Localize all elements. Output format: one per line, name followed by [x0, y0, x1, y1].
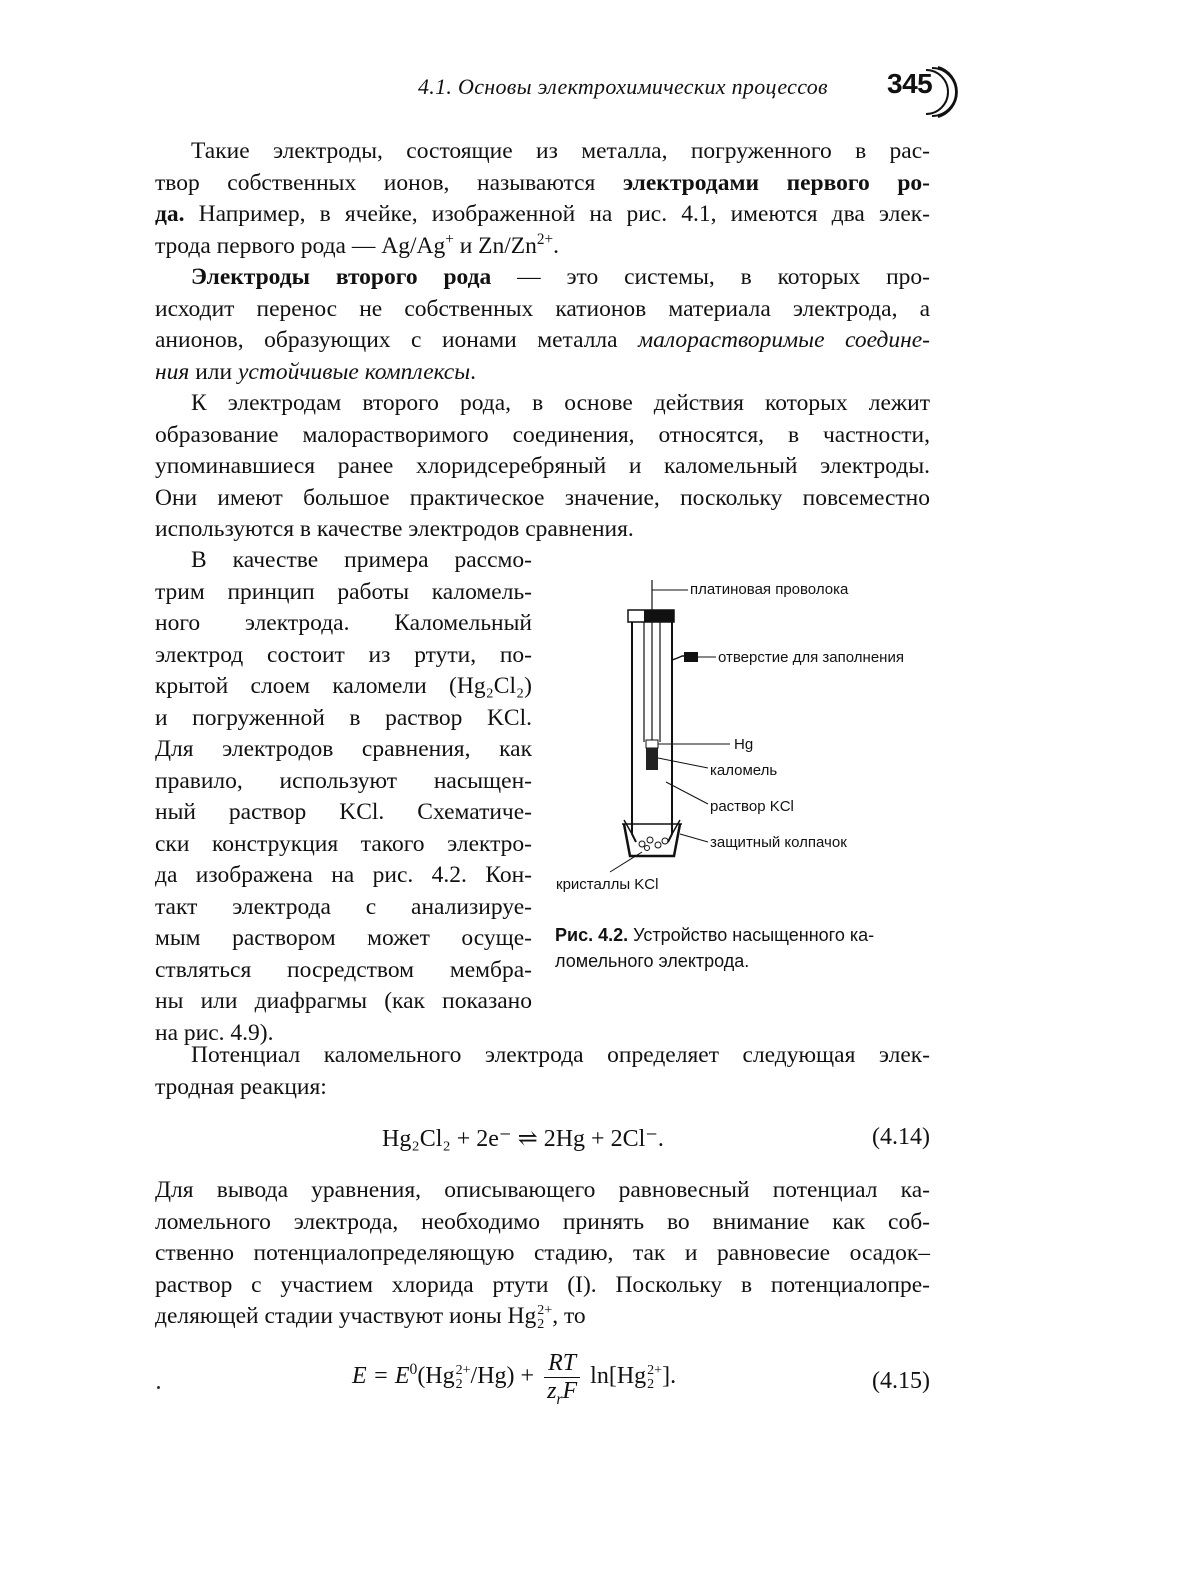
text-line: образование малорастворимого соединения, относятся, в частности, — [155, 421, 930, 448]
label-hg: Hg — [734, 736, 754, 753]
text-line: Такие электроды, состоящие из металла, погруженного в рас- — [191, 138, 930, 164]
label-fill-hole: отверстие для заполнения — [718, 649, 904, 666]
eq-term: (Hg — [417, 1363, 455, 1390]
text-line: ствляться посредством мембра- — [155, 956, 532, 983]
text-line: крытой слоем каломели (Hg₂Cl₂) — [155, 673, 532, 699]
text-line: Для вывода уравнения, описывающего равновесный потенциал ка- — [155, 1177, 930, 1203]
text-line: ски конструкция такого электро- — [155, 830, 532, 857]
fraction — [544, 1350, 580, 1408]
label-kcl-crystals: кристаллы KCl — [556, 876, 659, 893]
page-number-arcs-icon — [920, 62, 960, 122]
term-italic: ния — [155, 358, 190, 385]
text-line: на рис. 4.9). — [155, 1019, 274, 1046]
text-line: Например, в ячейке, изображенной на рис. 4.1, имеются два элек- — [184, 201, 930, 227]
den-f: F — [562, 1378, 578, 1404]
equation-4-14: Hg₂Cl₂ + 2e⁻ ⇌ 2Hg + 2Cl⁻. — [382, 1126, 664, 1152]
text-line: ны или диафрагмы (как показано — [155, 988, 532, 1014]
subscript: r — [556, 1390, 563, 1408]
subscript: 2 — [537, 1316, 545, 1332]
scan-speck — [157, 1386, 160, 1389]
subscript: 2 — [455, 1376, 463, 1392]
eq-term: /Hg) + — [470, 1363, 535, 1390]
term-italic: малорастворимые соедине- — [638, 327, 930, 353]
text-line: . — [553, 232, 560, 259]
text-line: ственно потенциалопределяющую стадию, так и равновесие осадок– — [155, 1240, 930, 1266]
text-line: или — [189, 358, 238, 385]
text-line: используются в качестве электродов сравнения. — [155, 516, 634, 542]
text-line: твор собственных ионов, называются — [155, 169, 623, 196]
ion-charge — [537, 1304, 552, 1332]
text-line: ломельного электрода, необходимо принять во внимание как соб- — [155, 1208, 930, 1235]
superscript: 0 — [409, 1361, 418, 1379]
text-line: Потенциал каломельного электрода определяет следующая элек- — [191, 1042, 930, 1068]
den-z: z — [547, 1378, 557, 1404]
superscript: 2+ — [536, 230, 554, 248]
eq-lhs: E = E — [352, 1363, 410, 1390]
text-line: да изображена на рис. 4.2. Кон- — [155, 862, 532, 888]
superscript: 2+ — [455, 1362, 471, 1378]
text-line: тродная реакция: — [155, 1073, 327, 1100]
term-bold: Электроды второго рода — [191, 264, 492, 290]
calomel-electrode-figure — [548, 572, 938, 902]
text-line: правило, используют насыщен- — [155, 767, 532, 794]
paragraph-calomel-electrode — [155, 545, 532, 1049]
page-number: 345 — [887, 68, 933, 99]
caption-number: Рис. 4.2. — [555, 925, 629, 945]
eq-term: ln[Hg — [590, 1363, 647, 1390]
text-line: такт электрода с анализируе- — [155, 893, 532, 920]
text-line: раствор с участием хлорида ртути (I). Поскольку в потенциалопре- — [155, 1271, 930, 1298]
page-header — [400, 62, 960, 122]
term-bold: да. — [155, 201, 185, 227]
ion-charge — [456, 1364, 471, 1392]
text-line: , то — [552, 1303, 586, 1329]
text-line: трода первого рода — Ag/Ag — [155, 232, 446, 259]
ion-charge — [647, 1364, 662, 1392]
text-line: К электродам второго рода, в основе действия которых лежит — [191, 390, 930, 416]
text-line: мым раствором может осуще- — [155, 925, 532, 951]
fraction-numerator: RT — [544, 1350, 580, 1378]
superscript: 2+ — [647, 1362, 663, 1378]
label-calomel: каломель — [710, 762, 778, 779]
superscript: 2+ — [537, 1302, 553, 1318]
text-line: и Zn/Zn — [453, 232, 537, 259]
text-line: и погруженной в раствор KCl. — [155, 704, 532, 731]
equation-number: (4.14) — [872, 1124, 930, 1150]
subscript: 2 — [647, 1376, 655, 1392]
text-line: деляющей стадии участвуют ионы Hg — [155, 1303, 537, 1329]
equation-4-15 — [352, 1350, 677, 1408]
label-protective-cap: защитный колпачок — [710, 834, 847, 851]
paragraph-derivation — [155, 1175, 930, 1333]
text-line: анионов, образующих с ионами металла — [155, 327, 639, 353]
superscript: + — [445, 230, 454, 248]
paragraph-second-kind-electrodes — [155, 262, 930, 388]
paragraph-first-kind-electrodes — [155, 136, 930, 262]
label-platinum-wire: платиновая проволока — [690, 581, 849, 598]
text-line: исходит перенос не собственных катионов материала электрода, а — [155, 295, 930, 322]
text-line: ный раствор KCl. Схематиче- — [155, 799, 532, 825]
text-line: трим принцип работы каломель- — [155, 578, 532, 605]
text-line: ного электрода. Каломельный — [155, 610, 532, 636]
text-line: электрод состоит из ртути, по- — [155, 641, 532, 668]
text-line: В качестве примера рассмо- — [191, 547, 532, 573]
figure-caption — [555, 922, 935, 974]
text-line: . — [470, 358, 476, 385]
text-line: Для электродов сравнения, как — [155, 736, 532, 762]
text-line: — это системы, в которых про- — [491, 264, 930, 290]
caption-text: ломельного электрода. — [555, 951, 750, 971]
paragraph-reference-electrodes — [155, 388, 930, 546]
eq-term: ]. — [662, 1363, 677, 1390]
term-bold: электродами первого ро- — [622, 169, 930, 196]
paragraph-potential-reaction — [155, 1040, 930, 1103]
equation-number: (4.15) — [872, 1368, 930, 1394]
text-line: Они имеют большое практическое значение, поскольку повсеместно — [155, 484, 930, 511]
caption-text: Устройство насыщенного ка- — [628, 925, 875, 945]
text-line: упоминавшиеся ранее хлоридсеребряный и каломельный электроды. — [155, 453, 930, 479]
running-head: 4.1. Основы электрохимических процессов — [418, 74, 828, 99]
fraction-denominator — [544, 1378, 580, 1408]
label-kcl-solution: раствор KCl — [710, 798, 794, 815]
term-italic: устойчивые комплексы — [237, 358, 471, 385]
